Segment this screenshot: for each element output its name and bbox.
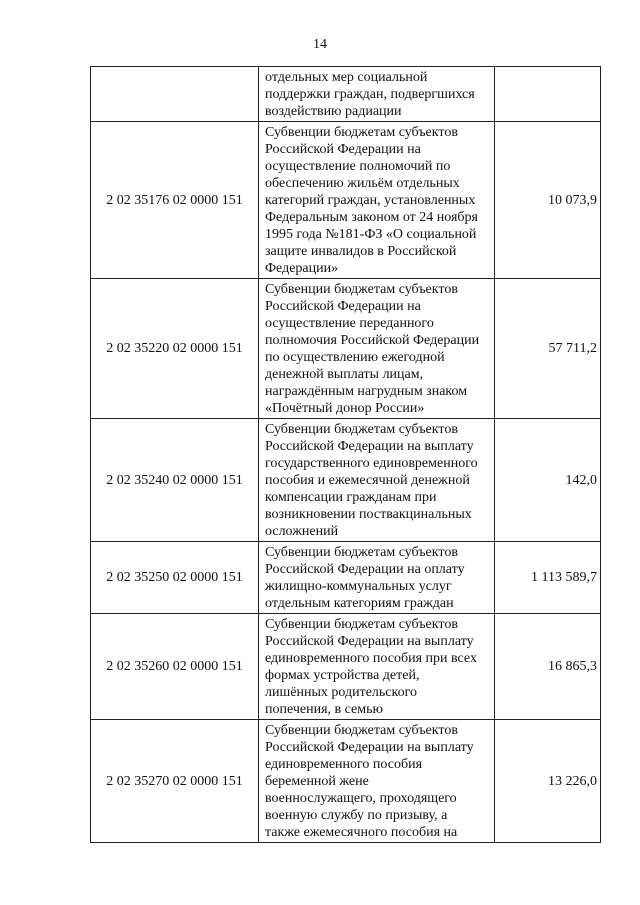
description-line: Субвенции бюджетам субъектов [265, 282, 458, 297]
description-line: Российской Федерации на выплату [265, 439, 474, 454]
description-line: Российской Федерации на [265, 142, 421, 157]
description-line: Субвенции бюджетам субъектов [265, 723, 458, 738]
description-line: Федеральным законом от 24 ноября [265, 210, 478, 225]
budget-code-cell: 2 02 35270 02 0000 151 [91, 720, 259, 843]
description-cell [259, 122, 495, 279]
table-row [91, 720, 601, 843]
description-line: Субвенции бюджетам субъектов [265, 617, 458, 632]
description-line: беременной жене [265, 774, 369, 789]
amount-cell: 1 113 589,7 [495, 542, 601, 614]
amount-cell: 10 073,9 [495, 122, 601, 279]
description-line: денежной выплаты лицам, [265, 367, 424, 382]
description-line: военнослужащего, проходящего [265, 791, 457, 806]
description-line: защите инвалидов в Российской [265, 244, 457, 259]
description-line: формах устройства детей, [265, 668, 420, 683]
table-row [91, 419, 601, 542]
budget-code-cell: 2 02 35250 02 0000 151 [91, 542, 259, 614]
description-line: воздействию радиации [265, 104, 402, 119]
budget-code-cell: 2 02 35176 02 0000 151 [91, 122, 259, 279]
description-line: 1995 года №181-ФЗ «О социальной [265, 227, 477, 242]
description-cell [259, 67, 495, 122]
budget-code-cell [91, 67, 259, 122]
description-cell [259, 614, 495, 720]
description-line: отдельным категориям граждан [265, 596, 454, 611]
description-line: Российской Федерации на выплату [265, 740, 474, 755]
amount-cell: 13 226,0 [495, 720, 601, 843]
description-line: попечения, в семью [265, 702, 383, 717]
amount-cell [495, 67, 601, 122]
description-line: осуществление переданного [265, 316, 434, 331]
amount-cell: 57 711,2 [495, 279, 601, 419]
description-line: «Почётный донор России» [265, 401, 425, 416]
description-line: Субвенции бюджетам субъектов [265, 125, 458, 140]
description-cell [259, 419, 495, 542]
page-number: 14 [313, 37, 327, 52]
table-row [91, 122, 601, 279]
description-line: жилищно-коммунальных услуг [265, 579, 452, 594]
description-line: также ежемесячного пособия на [265, 825, 458, 840]
description-line: лишённых родительского [265, 685, 417, 700]
description-line: пособия и ежемесячной денежной [265, 473, 470, 488]
description-line: Российской Федерации на выплату [265, 634, 474, 649]
budget-code-cell: 2 02 35240 02 0000 151 [91, 419, 259, 542]
table-body [91, 67, 601, 843]
budget-table [90, 66, 601, 843]
description-line: возникновении поствакцинальных [265, 507, 472, 522]
table-row [91, 614, 601, 720]
description-line: Субвенции бюджетам субъектов [265, 422, 458, 437]
description-line: Федерации» [265, 261, 339, 276]
description-line: обеспечению жильём отдельных [265, 176, 460, 191]
amount-cell: 16 865,3 [495, 614, 601, 720]
description-cell [259, 279, 495, 419]
description-line: Российской Федерации на [265, 299, 421, 314]
budget-code-cell: 2 02 35220 02 0000 151 [91, 279, 259, 419]
description-line: осуществление полномочий по [265, 159, 451, 174]
table-row [91, 542, 601, 614]
description-line: Российской Федерации на оплату [265, 562, 465, 577]
description-line: полномочия Российской Федерации [265, 333, 480, 348]
description-line: военную службу по призыву, а [265, 808, 448, 823]
description-line: поддержки граждан, подвергшихся [265, 87, 475, 102]
description-cell [259, 542, 495, 614]
table-row [91, 279, 601, 419]
budget-code-cell: 2 02 35260 02 0000 151 [91, 614, 259, 720]
description-line: Субвенции бюджетам субъектов [265, 545, 458, 560]
description-line: единовременного пособия при всех [265, 651, 477, 666]
description-line: компенсации гражданам при [265, 490, 437, 505]
description-line: награждённым нагрудным знаком [265, 384, 468, 399]
table-row [91, 67, 601, 122]
description-line: категорий граждан, установленных [265, 193, 476, 208]
description-line: по осуществлению ежегодной [265, 350, 445, 365]
description-line: осложнений [265, 524, 339, 539]
description-line: отдельных мер социальной [265, 70, 428, 85]
description-cell [259, 720, 495, 843]
amount-cell: 142,0 [495, 419, 601, 542]
description-line: государственного единовременного [265, 456, 478, 471]
description-line: единовременного пособия [265, 757, 423, 772]
